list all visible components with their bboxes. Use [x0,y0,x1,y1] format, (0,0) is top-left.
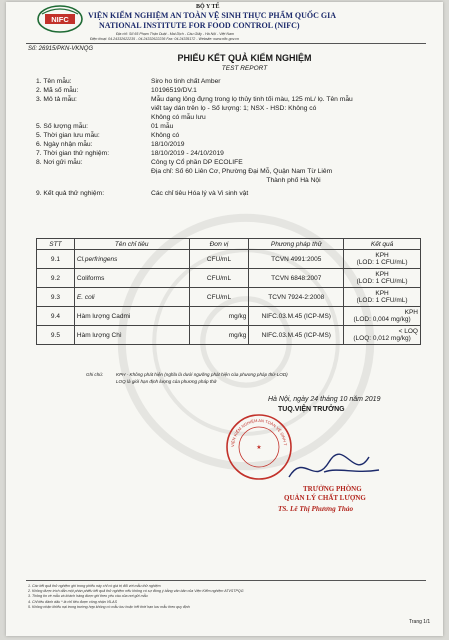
col-header-result: Kết quả [344,239,421,250]
footer-line: 5. Không nhận khiếu nại trong trường hợp không có mẫu lưu hoặc hết thời hạn lưu mẫu theo quy định [28,604,190,609]
report-paper [6,2,443,636]
signoff-title: TUQ.VIỆN TRƯỞNG [278,406,345,413]
logo-text: NIFC [51,15,69,25]
footer-line: 3. Thông tin về mẫu và khách hàng được ghi theo yêu cầu của nơi gửi mẫu [28,594,148,599]
col-header-name: Tên chỉ tiêu [74,239,189,250]
info-row: 1. Tên mẫu: Siro ho tinh chất Amber [36,78,221,85]
results-table [36,238,421,345]
ministry-name: BỘ Y TẾ [196,4,220,10]
institute-name-en: NATIONAL INSTITUTE FOR FOOD CONTROL (NIFC) [99,21,300,30]
institute-address: Địa chỉ: Số 65 Phạm Thận Duật - Mai Dịch - Cầu Giấy - Hà Nội - Việt Nam [116,32,234,36]
table-row: 9.4 Hàm lượng Cadmi mg/kg NIFC.03.M.45 (ICP-MS) KPH (LOD: 0,004 mg/kg) [37,307,421,326]
report-title: PHIẾU KẾT QUẢ KIỂM NGHIỆM [177,53,312,63]
info-row: 6. Ngày nhận mẫu: 18/10/2019 [36,141,185,148]
table-notes [86,372,436,385]
col-header-unit: Đơn vị [189,239,249,250]
sample-info [36,77,436,198]
footer-divider [26,580,426,581]
institute-name-vn: VIỆN KIỂM NGHIỆM AN TOÀN VỆ SINH THỰC PHẨM QUỐC GIA [88,11,337,20]
svg-text:★: ★ [256,445,262,451]
info-row: 5. Thời gian lưu mẫu: Không có [36,132,180,139]
footer-notes [28,584,428,610]
table-header-row [37,239,421,250]
table-row: 9.3 E. coli CFU/mL TCVN 7924-2:2008 KPH (LOD: 1 CFU/mL) [37,288,421,307]
report-subtitle: TEST REPORT [221,65,268,72]
footer-line: 1. Các kết quả thử nghiệm ghi trong phiếu này chỉ có giá trị đối với mẫu thử nghiệm [28,584,161,588]
col-header-method: Phương pháp thử [249,239,344,250]
document-number: Số: 26915/PKN-VKNQG [28,46,94,52]
table-row: 9.1 Cl.perfringens CFU/mL TCVN 4991:2005 KPH (LOD: 1 CFU/mL) [37,250,421,269]
table-row: 9.5 Hàm lượng Chì mg/kg NIFC.03.M.45 (ICP-MS) < LOQ (LOQ: 0,012 mg/kg) [37,326,421,345]
info-row: 3. Mô tả mẫu: Mẫu dạng lỏng đựng trong lọ thủy tinh tối màu, 125 mL/ lọ. Tên mẫu viết tay dán trên lọ - Số lượng: 1; NSX - HSD: Không có Không có mẫu lưu [36,96,353,121]
issue-date: Hà Nội, ngày 24 tháng 10 năm 2019 [268,396,381,403]
col-header-stt: STT [37,239,75,250]
letterhead [6,2,443,52]
notes-label: Ghi chú: [86,372,104,377]
info-row: 7. Thời gian thử nghiệm: 18/10/2019 - 24/10/2019 [36,150,224,157]
page-number: Trang 1/1 [409,619,431,625]
info-row: 2. Mã số mẫu: 10196519/DV.1 [36,87,197,94]
info-row: 8. Nơi gửi mẫu: Công ty Cổ phần DP ECOLIFE Địa chỉ: Số 60 Liên Cơ, Phường Đại Mỗ, Quận Nam Từ Liêm Thành phố Hà Nội [36,159,333,184]
signer-title-1: TRƯỞNG PHÒNG [303,485,362,493]
info-row: 9. Kết quả thử nghiệm: Các chỉ tiêu Hóa lý và Vi sinh vật [36,190,249,197]
institute-contact: Điện thoại: 04.24332622235 - 04.24332622236 Fax: 04.24335172 - Website: www.nifc.gov.vn [90,37,239,41]
info-row: 5. Số lượng mẫu: 01 mẫu [36,123,174,130]
signer-name: TS. Lê Thị Phương Thảo [278,505,354,513]
footer-line: 4. Chỉ tiêu đánh dấu * là chỉ tiêu được công nhận VILAS [28,599,117,604]
stamp-text: VIỆN KIỂM NGHIỆM AN TOÀN VỆ SINH T [229,417,288,448]
signer-title-2: QUẢN LÝ CHẤT LƯỢNG [284,494,366,502]
table-row: 9.2 Coliforms CFU/mL TCVN 6848:2007 KPH (LOD: 1 CFU/mL) [37,269,421,288]
note-line: KPH - Không phát hiện (nghĩa là dưới ngưỡng phát hiện của phương pháp thử-LOD) [116,372,288,377]
nifc-logo [36,4,84,34]
header-divider [26,43,426,44]
footer-line: 2. Không được trích dẫn một phần phiếu kết quả thử nghiệm nếu không có sự đồng ý bằng văn bản của Viện Kiểm nghiệm ATVSTPQG [28,589,244,594]
note-line: LOQ là giới hạn định lượng của phương pháp thử [116,378,217,384]
